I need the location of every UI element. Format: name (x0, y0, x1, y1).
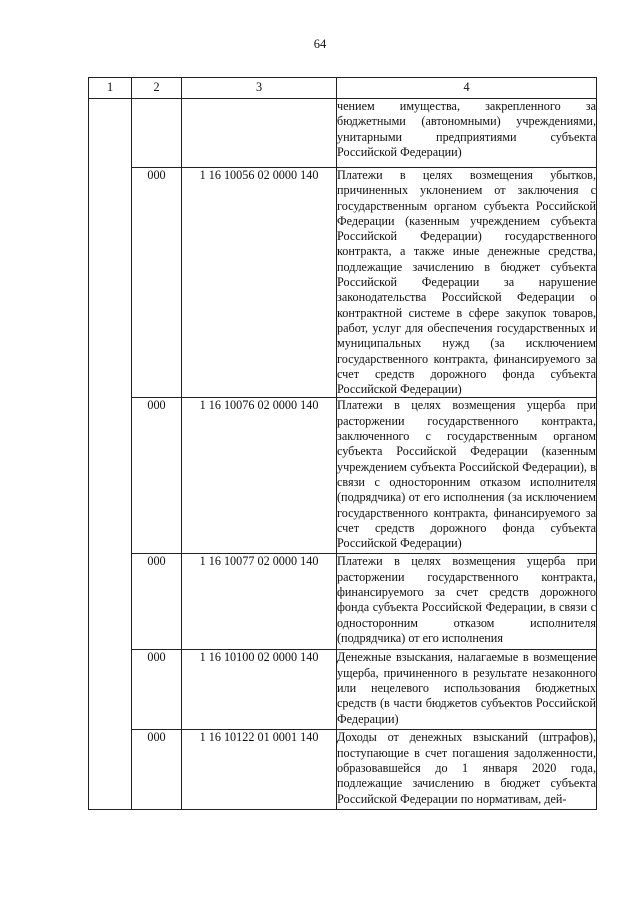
admin-code-cell: 000 (132, 168, 182, 398)
income-description-cell: Платежи в целях возмещения убытков, причиненных уклонением от заключения с государственным органом субъекта Российской Федерации (казенным учреждением субъекта Российской Федерации) государственного контракта, а также иные денежные средства, подлежащие зачислению в бюджет субъекта Российской Федерации за нарушение законодательства Российской Федерации о контрактной системе в сфере закупок товаров, работ, услуг для обеспечения государственных и муниципальных нужд (за исключением государственного контракта, финансируемого за счет средств дорожного фонда субъекта Российской Федерации) (337, 168, 596, 397)
header-col-3: 3 (182, 78, 337, 99)
table-row (89, 398, 597, 554)
budget-code-cell: 1 16 10122 01 0001 140 (182, 730, 337, 810)
table-row (89, 650, 597, 730)
budget-code-cell (182, 99, 337, 168)
page-number: 64 (313, 37, 327, 51)
admin-code-cell: 000 (132, 398, 182, 554)
budget-code-cell: 1 16 10100 02 0000 140 (182, 650, 337, 730)
header-col-1: 1 (89, 78, 132, 99)
income-description-cell: Платежи в целях возмещения ущерба при расторжении государственного контракта, финансируемого за счет средств дорожного фонда субъекта Российской Федерации, в связи с односторонним отказом исполнителя (подрядчика) от его исполнения (337, 554, 597, 650)
admin-code-cell: 000 (132, 730, 182, 810)
table-row (89, 168, 597, 398)
budget-classification-table (88, 77, 597, 810)
table-row (89, 730, 597, 810)
budget-code-cell: 1 16 10056 02 0000 140 (182, 168, 337, 398)
table-row (89, 554, 597, 650)
header-col-4: 4 (337, 78, 597, 99)
income-description-cell: чением имущества, закрепленного за бюджетными (автономными) учреждениями, унитарными предприятиями субъекта Российской Федерации) (337, 99, 597, 168)
header-col-2: 2 (132, 78, 182, 99)
admin-code-cell (132, 99, 182, 168)
row-number-cell (89, 99, 132, 810)
budget-code-cell: 1 16 10076 02 0000 140 (182, 398, 337, 554)
budget-code-cell: 1 16 10077 02 0000 140 (182, 554, 337, 650)
income-description-cell: Платежи в целях возмещения ущерба при расторжении государственного контракта, заключенного с государственным органом субъекта Российской Федерации (казенным учреждением субъекта Российской Федерации), в связи с односторонним отказом исполнителя (подрядчика) от его исполнения (за исключением государственного контракта, финансируемого за счет средств дорожного фонда субъекта Российской Федерации) (337, 398, 597, 554)
income-description-cell: Денежные взыскания, налагаемые в возмещение ущерба, причиненного в результате незаконного или нецелевого использования бюджетных средств (в части бюджетов субъектов Российской Федерации) (337, 650, 597, 730)
table-header-row (89, 78, 597, 99)
admin-code-cell: 000 (132, 650, 182, 730)
income-description-cell: Доходы от денежных взысканий (штрафов), поступающие в счет погашения задолженности, образовавшейся до 1 января 2020 года, подлежащие зачислению в бюджет субъекта Российской Федерации по нормативам, дей- (337, 730, 597, 810)
admin-code-cell: 000 (132, 554, 182, 650)
table-row (89, 99, 597, 168)
